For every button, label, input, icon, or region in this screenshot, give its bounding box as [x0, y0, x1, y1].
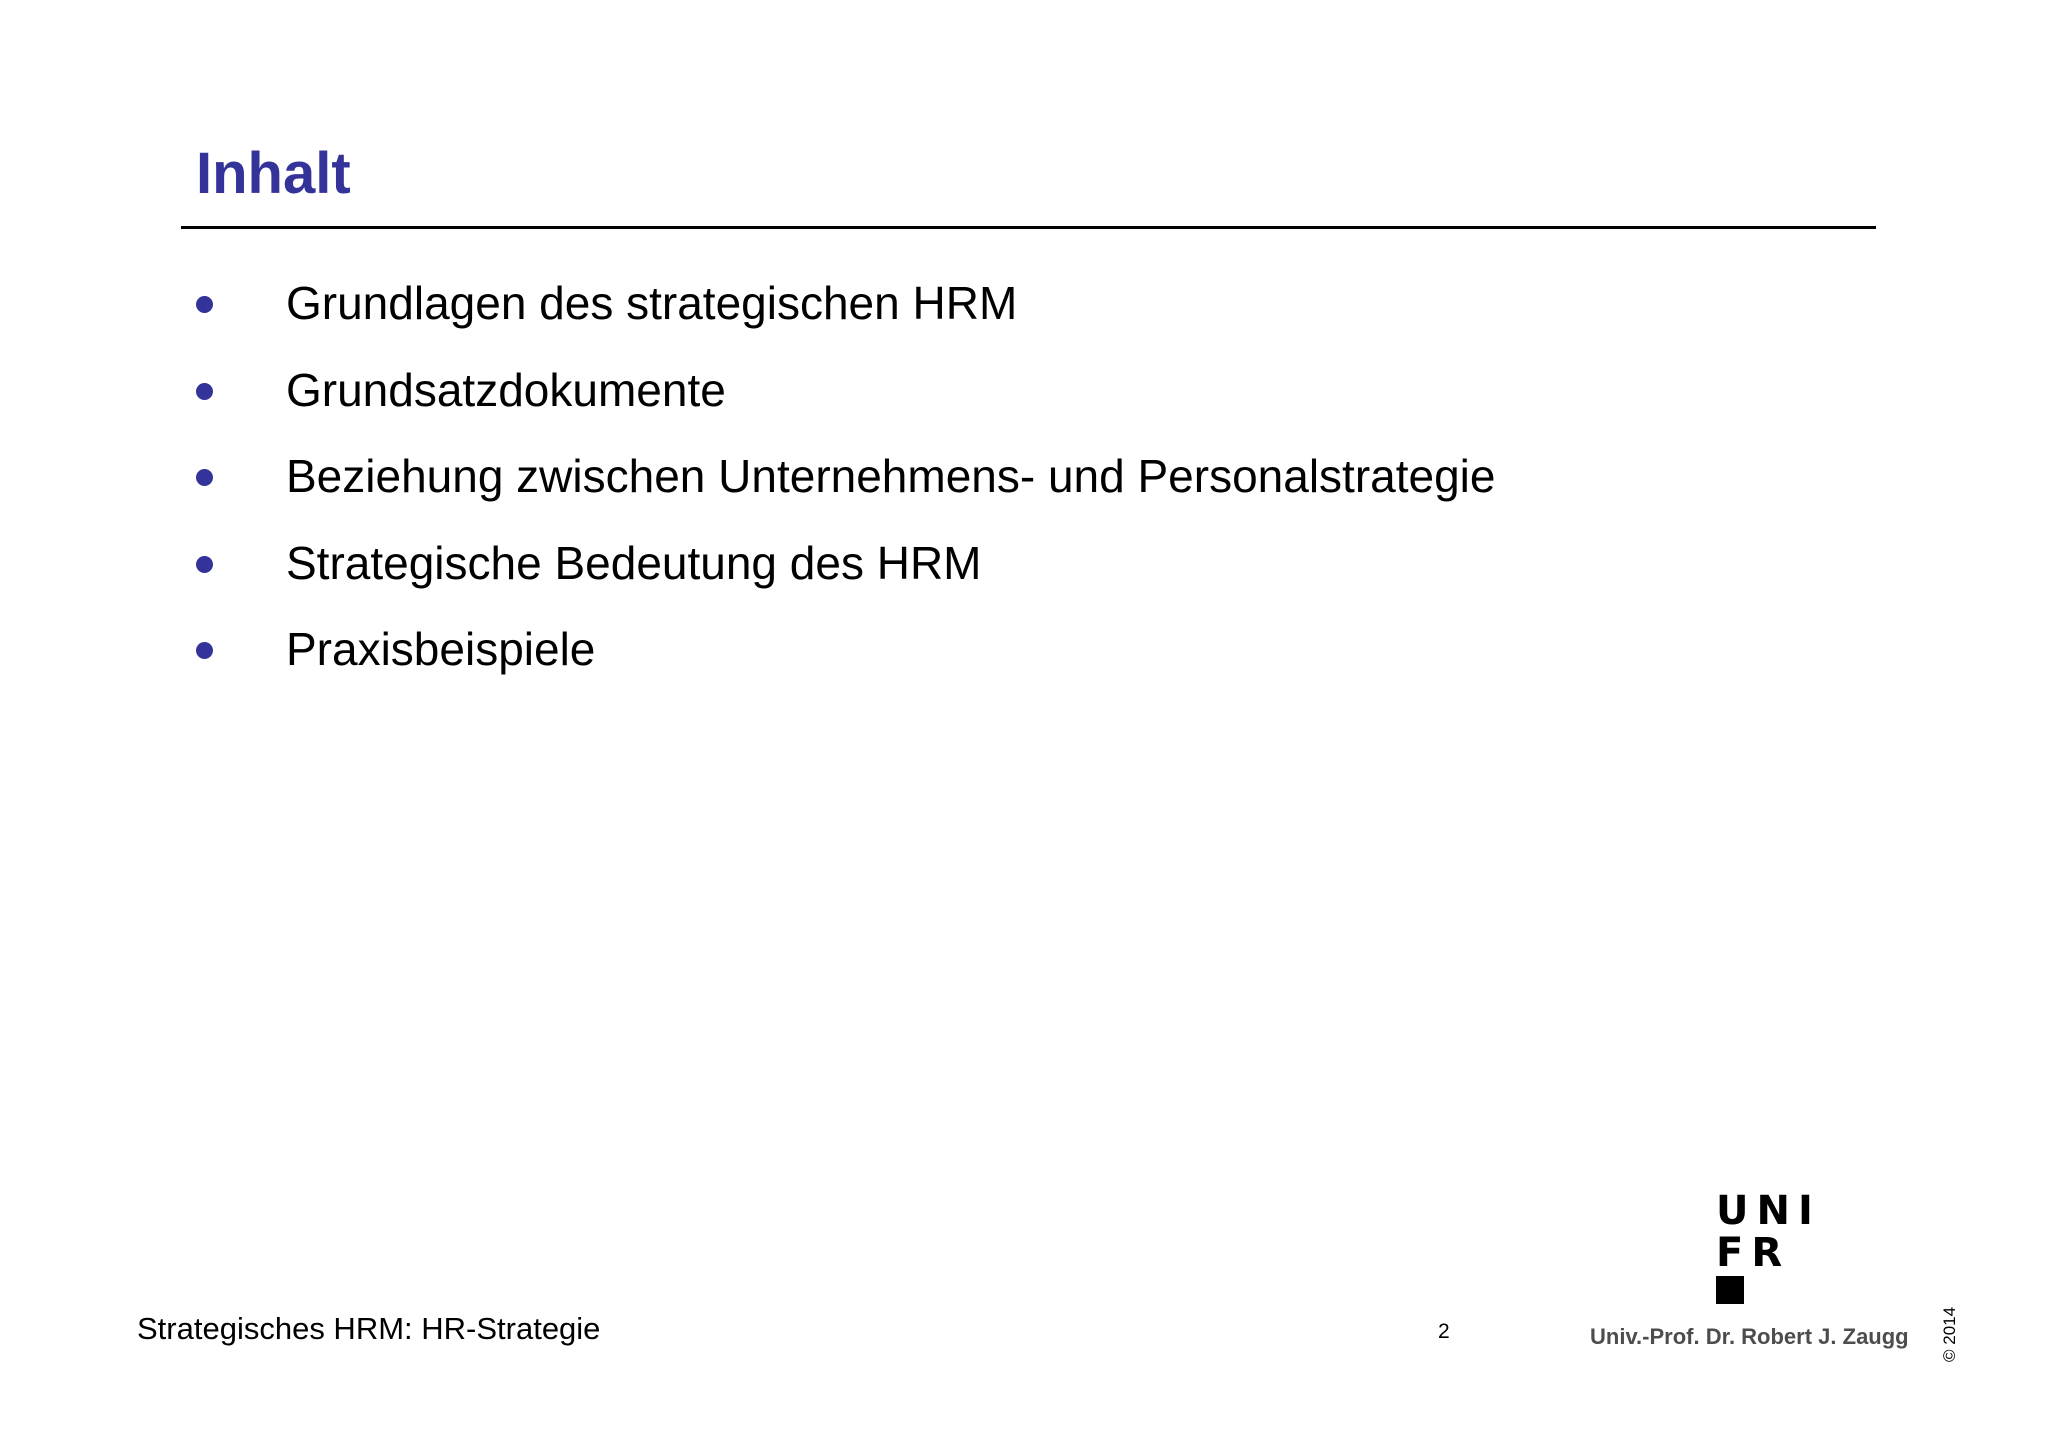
copyright-notice: © 2014 [1940, 1306, 1959, 1362]
contents-list [196, 272, 1496, 705]
list-item-text: Grundsatzdokumente [286, 363, 726, 416]
logo-line-1: UNI [1716, 1188, 1821, 1234]
list-item [196, 272, 1018, 359]
author-name: Univ.-Prof. Dr. Robert J. Zaugg [1590, 1324, 1909, 1349]
bullet-icon [196, 469, 213, 486]
bullet-icon [196, 556, 213, 573]
bullet-icon [196, 296, 213, 313]
bullet-icon [196, 383, 213, 400]
unifr-logo [1716, 1188, 1821, 1300]
bullet-icon [196, 642, 213, 659]
list-item-text: Strategische Bedeutung des HRM [286, 536, 982, 589]
list-item [196, 532, 982, 619]
list-item-text: Grundlagen des strategischen HRM [286, 277, 1018, 329]
logo-square-icon [1716, 1276, 1744, 1304]
list-item [196, 618, 596, 705]
page-number: 2 [1438, 1320, 1450, 1343]
list-item-text: Praxisbeispiele [286, 623, 596, 675]
title-divider [181, 226, 1876, 229]
list-item [196, 359, 726, 446]
logo-line-2: FR [1716, 1230, 1791, 1276]
list-item-text: Beziehung zwischen Unternehmens- und Personalstrategie [286, 450, 1496, 502]
slide-title: Inhalt [196, 141, 351, 206]
list-item [196, 445, 1496, 532]
footer-title: Strategisches HRM: HR-Strategie [137, 1311, 601, 1346]
